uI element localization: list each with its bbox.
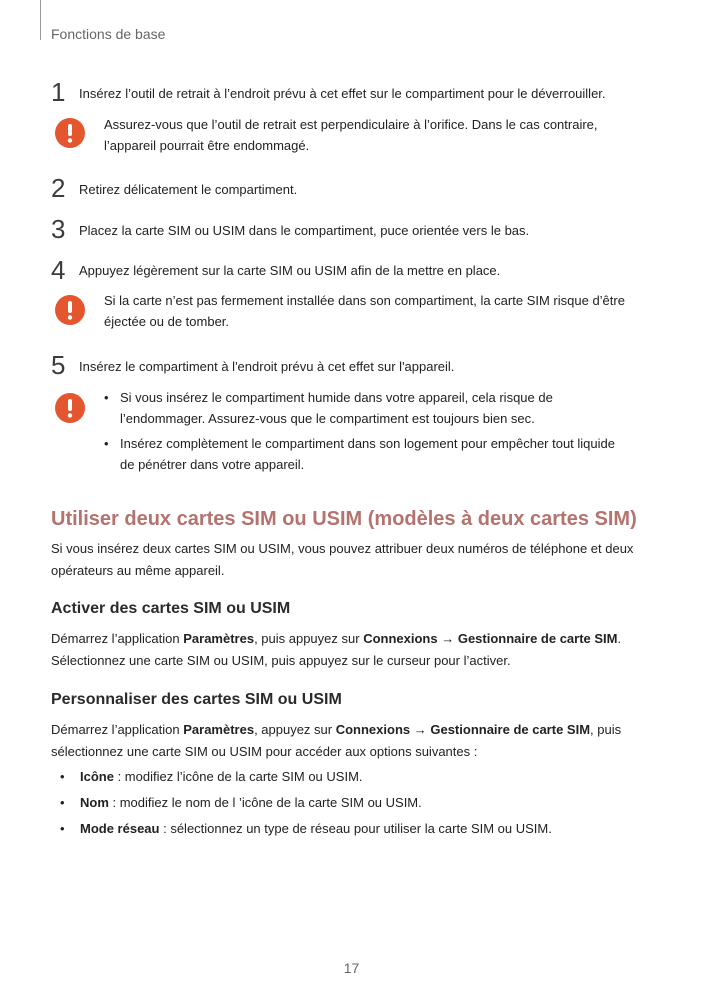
step-number: 3 bbox=[51, 214, 66, 244]
warning-text: Assurez-vous que l’outil de retrait est perpendiculaire à l’orifice. Dans le cas contraire, l’appareil pourrait être endommagé. bbox=[104, 117, 598, 153]
customize-paragraph: Démarrez l’application Paramètres, appuyez sur Connexions → Gestionnaire de carte SIM, puis sélectionnez une carte SIM ou USIM pour accéder aux options suivantes : bbox=[51, 722, 622, 759]
list-item: • Nom : modifiez le nom de l ’icône de la carte SIM ou USIM. bbox=[60, 795, 422, 810]
step-number: 2 bbox=[51, 173, 66, 203]
subsection-heading: Personnaliser des cartes SIM ou USIM bbox=[51, 691, 342, 708]
step-number: 4 bbox=[51, 255, 66, 285]
caution-icon bbox=[55, 393, 85, 423]
step-text: Insérez le compartiment à l'endroit prévu à cet effet sur l'appareil. bbox=[79, 359, 455, 374]
step-number: 1 bbox=[51, 77, 66, 107]
list-item: • Mode réseau : sélectionnez un type de réseau pour utiliser la carte SIM ou USIM. bbox=[60, 821, 552, 836]
list-item: • Icône : modifiez l’icône de la carte SIM ou USIM. bbox=[60, 769, 363, 784]
activate-paragraph: Démarrez l’application Paramètres, puis appuyez sur Connexions → Gestionnaire de carte SIM. Sélectionnez une carte SIM ou USIM, puis appuyez sur le curseur pour l’activer. bbox=[51, 631, 622, 668]
page-number: 17 bbox=[343, 960, 360, 976]
page-edge-line bbox=[40, 0, 41, 40]
section-title: Utiliser deux cartes SIM ou USIM (modèles à deux cartes SIM) bbox=[51, 508, 637, 530]
caution-icon bbox=[55, 118, 85, 148]
step-text: Placez la carte SIM ou USIM dans le compartiment, puce orientée vers le bas. bbox=[79, 223, 530, 238]
step-text: Appuyez légèrement sur la carte SIM ou USIM afin de la mettre en place. bbox=[79, 263, 501, 278]
step-number: 5 bbox=[51, 350, 66, 380]
step-text: Insérez l’outil de retrait à l’endroit prévu à cet effet sur le compartiment pour le déverrouiller. bbox=[79, 86, 606, 101]
caution-icon bbox=[55, 295, 85, 325]
subsection-heading: Activer des cartes SIM ou USIM bbox=[51, 600, 291, 617]
step-text: Retirez délicatement le compartiment. bbox=[79, 182, 298, 197]
section-intro: Si vous insérez deux cartes SIM ou USIM, vous pouvez attribuer deux numéros de téléphone et deux opérateurs au même appareil. bbox=[51, 541, 634, 578]
section-header: Fonctions de base bbox=[51, 26, 166, 42]
warning-text: Si la carte n’est pas fermement installée dans son compartiment, la carte SIM risque d’être éjectée ou de tomber. bbox=[104, 293, 625, 329]
